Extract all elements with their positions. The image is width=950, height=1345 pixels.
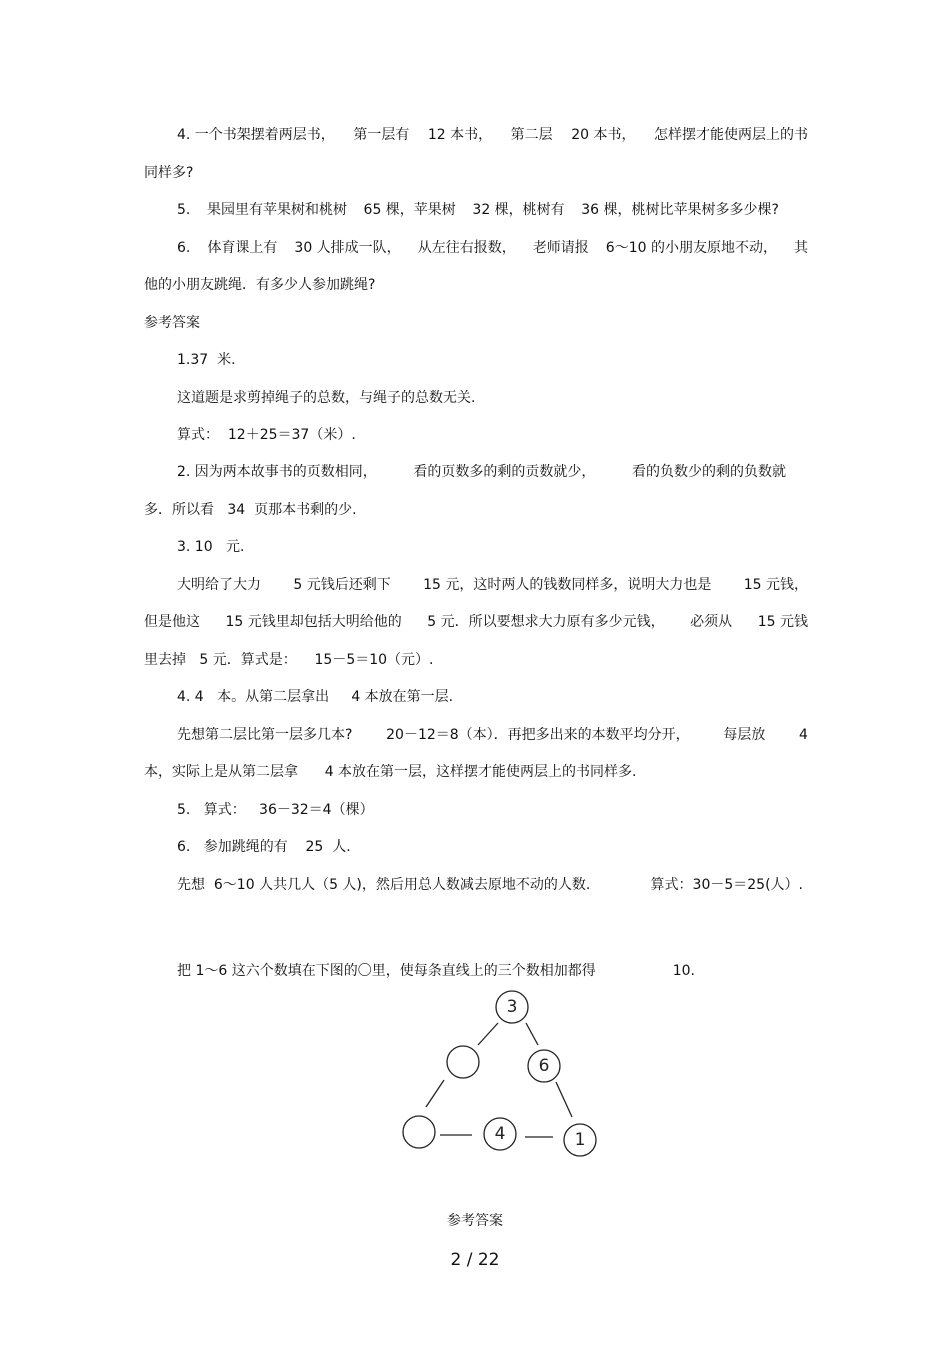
circle-bottom-mid-number: 4	[494, 1124, 506, 1144]
answer-5: 5. 算式： 36－32＝4（棵）	[177, 802, 374, 818]
triangle-number-diagram	[395, 985, 610, 1160]
puzzle-prompt: 把 1～6 这六个数填在下图的〇里，使每条直线上的三个数相加都得 10.	[177, 963, 695, 979]
circle-left-mid	[447, 1046, 479, 1078]
answer-1-explanation: 这道题是求剪掉绳子的总数，与绳子的总数无关.	[177, 390, 476, 406]
answer-3-line-3: 里去掉 5 元．算式是： 15－5＝10（元）.	[144, 652, 434, 668]
question-4-line-1: 4. 一个书架摆着两层书， 第一层有 12 本书， 第二层 20 本书， 怎样摆才能使两层上的书	[177, 127, 808, 143]
diagram-line	[526, 1023, 538, 1045]
circle-top-number: 3	[506, 997, 518, 1017]
answer-3-line-1: 大明给了大力 5 元钱后还剩下 15 元，这时两人的钱数同样多，说明大力也是 15 元钱，	[177, 577, 808, 593]
circle-right-mid-number: 6	[538, 1056, 550, 1076]
answer-1-formula: 算式： 12＋25＝37（米）.	[177, 427, 356, 443]
diagram-line	[478, 1023, 498, 1045]
question-6-line-2: 他的小朋友跳绳．有多少人参加跳绳?	[144, 277, 376, 293]
circle-bottom-right-number: 1	[574, 1130, 586, 1150]
page-number: 2 / 22	[450, 1250, 500, 1270]
answer-2-line-2: 多．所以看 34 页那本书剩的少.	[144, 502, 357, 518]
answers-heading: 参考答案	[144, 315, 200, 331]
answer-4-line-1: 先想第二层比第一层多几本? 20－12＝8（本）．再把多出来的本数平均分开， 每层放 4	[177, 727, 808, 743]
answer-1-title: 1.37 米.	[177, 352, 236, 368]
answer-3-line-2: 但是他这 15 元钱里却包括大明给他的 5 元．所以要想求大力原有多少元钱， 必须从 15 元钱	[144, 614, 808, 630]
diagram-line	[556, 1082, 572, 1117]
diagram-line	[426, 1080, 444, 1107]
answer-4-title: 4. 4 本。从第二层拿出 4 本放在第一层.	[177, 689, 454, 705]
question-4-line-2: 同样多?	[144, 165, 194, 181]
answer-2-line-1: 2. 因为两本故事书的页数相同， 看的页数多的剩的贡数就少， 看的负数少的剩的负数就	[177, 464, 786, 480]
answer-4-line-2: 本，实际上是从第二层拿 4 本放在第一层，这样摆才能使两层上的书同样多.	[144, 764, 637, 780]
answer-6-title: 6. 参加跳绳的有 25 人.	[177, 839, 351, 855]
puzzle-answer-heading: 参考答案	[447, 1213, 503, 1229]
answer-3-title: 3. 10 元.	[177, 539, 245, 555]
answer-6-explanation: 先想 6～10 人共几人（5 人)，然后用总人数减去原地不动的人数. 算式：30－5＝25(人）.	[177, 877, 803, 893]
circle-bottom-left	[403, 1116, 435, 1148]
question-5: 5. 果园里有苹果树和桃树 65 棵，苹果树 32 棵，桃树有 36 棵，桃树比苹果树多多少棵?	[177, 202, 779, 218]
question-6-line-1: 6. 体育课上有 30 人排成一队， 从左往右报数， 老师请报 6～10 的小朋友原地不动， 其	[177, 240, 808, 256]
